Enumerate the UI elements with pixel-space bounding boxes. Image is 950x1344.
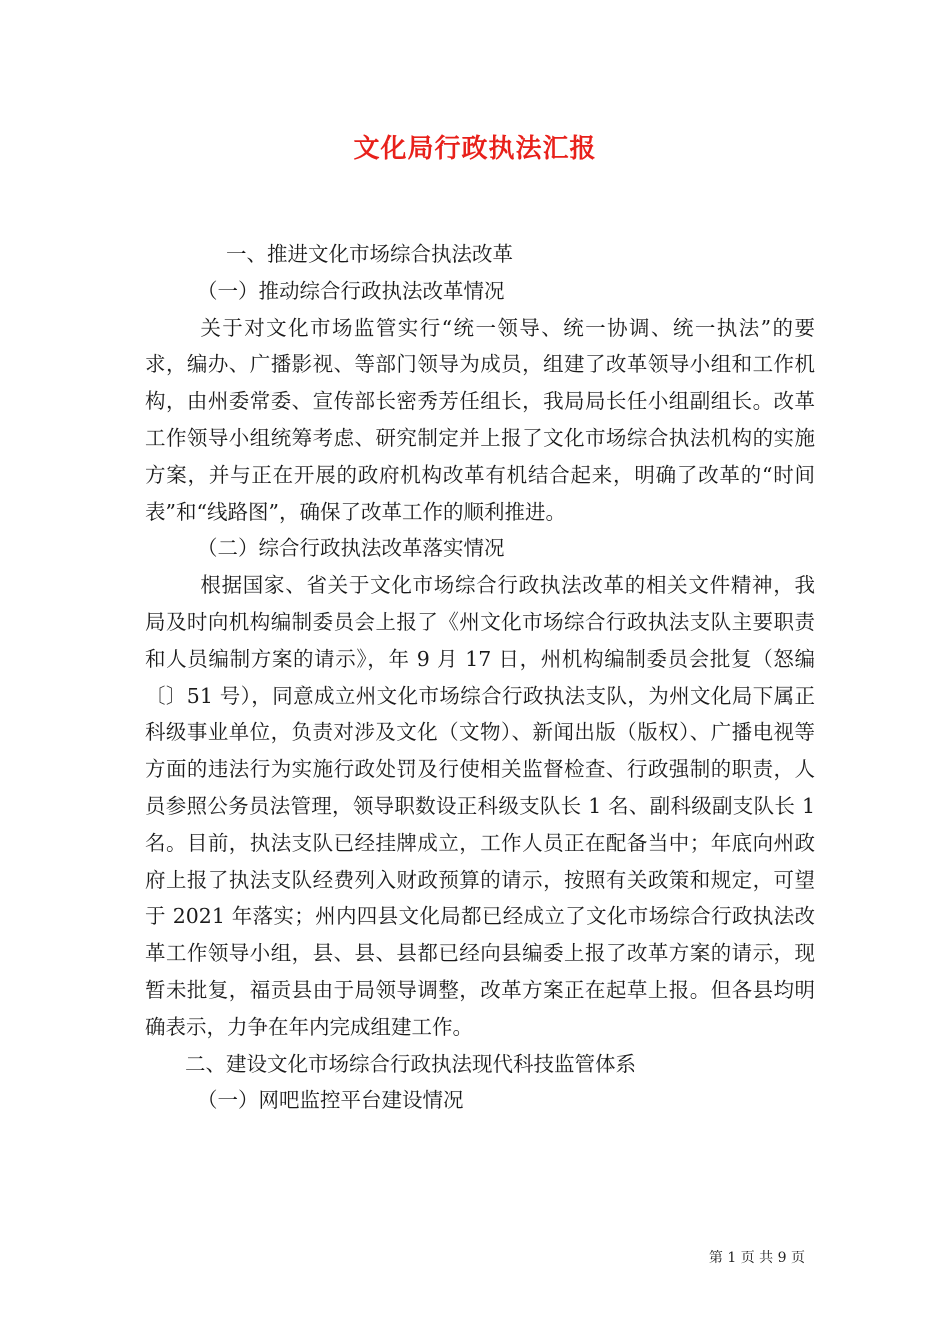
subsection-heading-1-1: （一）推动综合行政执法改革情况: [197, 278, 505, 303]
subsection-heading-1-2: （二）综合行政执法改革落实情况: [197, 536, 505, 561]
document-body: [145, 236, 815, 1119]
section-heading-1: 一、推进文化市场综合执法改革: [226, 242, 513, 266]
paragraph-1: 关于对文化市场监管实行“统一领导、统一协调、统一执法”的要求，编办、广播影视、等部门领导为成员，组建了改革领导小组和工作机构，由州委常委、宣传部长密秀芳任组长，我局局长任小组副组长。改革工作领导小组统筹考虑、研究制定并上报了文化市场综合执法机构的实施方案，并与正在开展的政府机构改革有机结合起来，明确了改革的“时间表”和“线路图”，确保了改革工作的顺利推进。: [145, 315, 815, 524]
document-title: 文化局行政执法汇报: [353, 134, 597, 164]
paragraph-2: 根据国家、省关于文化市场综合行政执法改革的相关文件精神，我局及时向机构编制委员会上报了《州文化市场综合行政执法支队主要职责和人员编制方案的请示》，年 9 月 17 日，州机构编制委员会批复（怒编〔〕51 号），同意成立州文化市场综合行政执法支队，为州文化局下属正科级事业单位，负责对涉及文化（文物）、新闻出版（版权）、广播电视等方面的违法行为实施行政处罚及行使相关监督检查、行政强制的职责，人员参照公务员法管理，领导职数设正科级支队长 1 名、副科级副支队长 1 名。目前，执法支队已经挂牌成立，工作人员正在配备当中；年底向州政府上报了执法支队经费列入财政预算的请示，按照有关政策和规定，可望于 2021 年落实；州内四县文化局都已经成立了文化市场综合行政执法改革工作领导小组，县、县、县都已经向县编委上报了改革方案的请示，现暂未批复，福贡县由于局领导调整，改革方案正在起草上报。但各县均明确表示，力争在年内完成组建工作。: [145, 573, 815, 1039]
page-number: 第 1 页 共 9 页: [708, 1250, 805, 1266]
subsection-heading-2-1: （一）网吧监控平台建设情况: [197, 1088, 464, 1113]
section-heading-2: 二、建设文化市场综合行政执法现代科技监管体系: [185, 1051, 636, 1076]
